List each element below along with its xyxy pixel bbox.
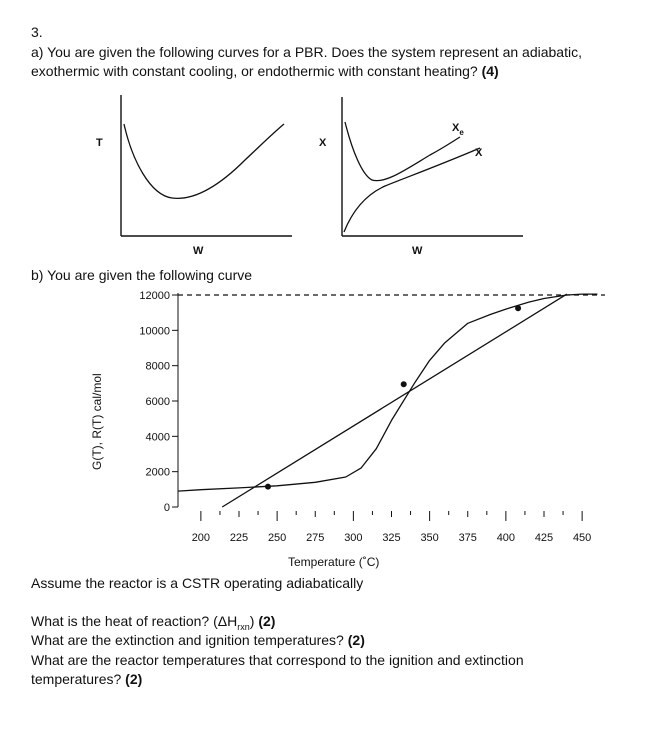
chart-x-tick-label: 400 <box>496 532 516 544</box>
sketch-right-x-label: W <box>412 245 423 257</box>
sketch-right-x-curve-label: X <box>475 147 483 159</box>
question-number: 3. <box>31 24 43 40</box>
chart-x-tick-label: 375 <box>458 532 477 544</box>
q1-sub: rxn <box>237 621 250 632</box>
chart-x-axis-title: Temperature (˚C) <box>288 555 380 569</box>
chart-y-tick-label: 0 <box>163 502 170 514</box>
chart-x-tick-label: 325 <box>382 532 401 544</box>
q1-delta: ΔH <box>217 613 238 629</box>
chart-y-axis-title: G(T), R(T) cal/mol <box>90 373 104 470</box>
q1-suffix: ) <box>249 613 255 629</box>
part-b-question-3-line2 <box>31 670 142 688</box>
chart-x-tick-label: 250 <box>267 532 287 544</box>
q1-points: (2) <box>258 613 276 629</box>
sketch-right-xe-main: X <box>452 122 460 134</box>
sketch-right-y-label: X <box>319 137 327 149</box>
chart-x-tick-label: 300 <box>344 532 363 544</box>
chart-x-tick-label: 350 <box>420 532 439 544</box>
chart-x-tick-label: 275 <box>306 532 325 544</box>
chart-y-tick-label: 6000 <box>145 396 170 408</box>
chart-series-rt <box>222 294 567 507</box>
chart-y-tick-label: 10000 <box>139 325 170 338</box>
part-b-question-2 <box>31 631 365 649</box>
q3-points: (2) <box>125 671 143 687</box>
part-a-line1: a) You are given the following curves for a PBR. Does the system represent an adiabatic, <box>31 44 582 60</box>
chart-y-tick-label: 2000 <box>145 466 170 479</box>
chart-x-tick-label: 450 <box>572 532 592 544</box>
chart-y-tick-label: 4000 <box>145 431 170 444</box>
part-b-question-3-line1: What are the reactor temperatures that correspond to the ignition and extinction <box>31 652 524 668</box>
sketch-left-y-label: T <box>96 137 103 149</box>
chart-y-tick-label: 8000 <box>145 360 170 373</box>
chart-x-tick-label: 225 <box>229 532 249 544</box>
q2-text: What are the extinction and ignition temperatures? <box>31 632 344 648</box>
chart-x-tick-label: 200 <box>191 532 211 544</box>
q3-line2-text: temperatures? <box>31 671 122 687</box>
chart-series-gt <box>178 294 597 491</box>
chart-y-tick-label: 12000 <box>139 290 170 302</box>
part-b-assumption: Assume the reactor is a CSTR operating adiabatically <box>31 575 364 591</box>
q1-prefix: What is the heat of reaction? ( <box>31 613 218 629</box>
sketch-right-xe-sub: e <box>459 128 464 137</box>
part-b-intro: b) You are given the following curve <box>31 267 253 283</box>
chart-intersection-point <box>401 381 407 387</box>
chart-x-tick-label: 425 <box>534 532 554 544</box>
q2-points: (2) <box>347 632 365 648</box>
part-a-line2-text: exothermic with constant cooling, or endothermic with constant heating? <box>31 63 478 79</box>
chart-intersection-point <box>515 305 521 311</box>
chart-intersection-point <box>265 484 271 490</box>
sketch-left-x-label: W <box>193 245 204 257</box>
part-a-points: (4) <box>481 63 499 79</box>
